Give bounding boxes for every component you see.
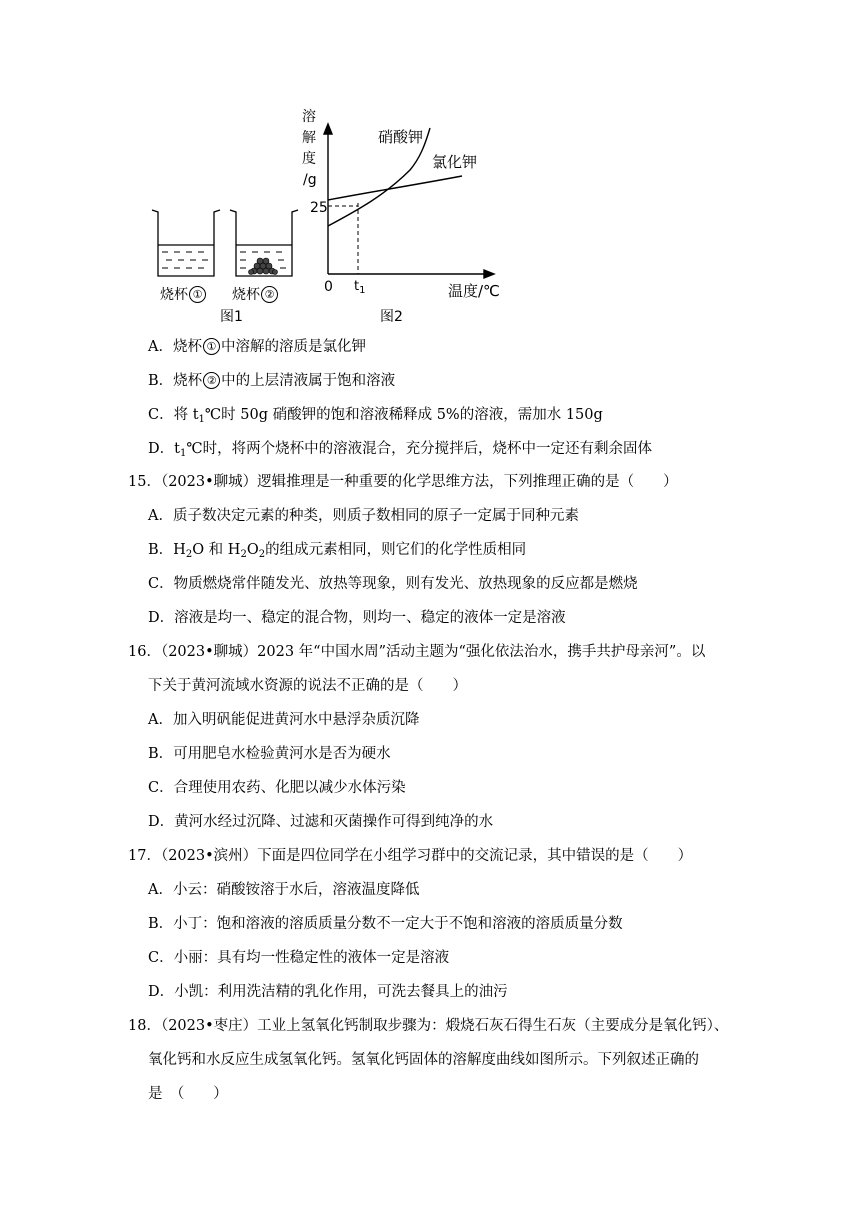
q17-option-c: C．小丽：具有均一性稳定性的液体一定是溶液 [148,950,450,966]
y-axis-label-1: 溶 [302,109,316,125]
q15-option-c: C．物质燃烧常伴随发光、放热等现象，则有发光、放热现象的反应都是燃烧 [148,576,638,592]
q17-option-d: D．小凯：利用洗洁精的乳化作用，可洗去餐具上的油污 [148,984,508,1000]
figure-2-caption: 图2 [380,309,403,325]
y-axis-label-3: 度 [302,151,316,167]
curve-2-label: 氯化钾 [432,153,478,171]
beaker-2-solid [249,258,278,275]
figure-1-caption: 图1 [220,309,243,325]
q15-option-a: A．质子数决定元素的种类，则质子数相同的原子一定属于同种元素 [148,508,579,524]
q16-stem-line-1: 16．（2023•聊城）2023 年“中国水周”活动主题为“强化依法治水，携手共护母亲河”。以 [128,644,706,660]
x-axis-label: 温度/℃ [448,282,500,300]
q18-stem-line-1: 18．（2023•枣庄）工业上氢氧化钙制取步骤为：煅烧石灰石得生石灰（主要成分是氧化钙）、 [128,1018,729,1034]
q15-option-d: D．溶液是均一、稳定的混合物，则均一、稳定的液体一定是溶液 [148,610,566,626]
q17-stem: 17．（2023•滨州）下面是四位同学在小组学习群中的交流记录，其中错误的是（ ） [128,848,693,864]
q17-option-a: A．小云：硝酸铵溶于水后，溶液温度降低 [148,882,420,898]
q14-option-a: A．烧杯 ① 中溶解的溶质是氯化钾 [148,339,366,355]
q18-stem-line-2: 氧化钙和水反应生成氢氧化钙。氢氧化钙固体的溶解度曲线如图所示。下列叙述正确的 [148,1052,699,1068]
y-tick-25: 25 [310,200,328,216]
q16-option-c: C．合理使用农药、化肥以减少水体污染 [148,780,406,796]
q16-stem-line-2: 下关于黄河流域水资源的说法不正确的是（ ） [148,678,467,694]
q14-option-b: B．烧杯 ② 中的上层清液属于饱和溶液 [148,373,396,389]
y-axis-label-4: /g [303,172,317,188]
beaker-1 [152,210,220,276]
q18-stem-line-3: 是 （ ） [148,1086,228,1102]
beaker-1-caption: 烧杯 ① [160,286,207,303]
curve-potassium-chloride [328,176,462,200]
q17-option-b: B．小丁：饱和溶液的溶质质量分数不一定大于不饱和溶液的溶质质量分数 [148,916,623,932]
x-tick-t1: $t_1$ [354,279,366,296]
q16-option-a: A．加入明矾能促进黄河水中悬浮杂质沉降 [148,712,420,728]
beaker-1-liquid [162,252,208,268]
graph-axes [324,124,494,278]
y-axis-label-2: 解 [302,130,316,146]
q14-option-d: D．$t_1℃$时，将两个烧杯中的溶液混合，充分搅拌后，烧杯中一定还有剩余固体 [148,441,653,459]
q16-option-b: B．可用肥皂水检验黄河水是否为硬水 [148,746,391,762]
q14-option-c: C．将 $t_1℃$时 50g 硝酸钾的饱和溶液稀释成 5%的溶液，需加水 150g [148,407,603,425]
beaker-2-caption: 烧杯 ② [232,286,279,303]
curve-1-label: 硝酸钾 [378,128,424,146]
q15-stem: 15．（2023•聊城）逻辑推理是一种重要的化学思维方法，下列推理正确的是（ ） [128,474,678,490]
graph-guides [328,203,358,274]
question-figure [140,100,520,332]
q15-option-b: B．$H_2O$ 和 $H_2O_2$的组成元素相同，则它们的化学性质相同 [148,542,527,560]
q16-option-d: D．黄河水经过沉降、过滤和灭菌操作可得到纯净的水 [148,814,494,830]
origin-label: 0 [324,279,333,295]
